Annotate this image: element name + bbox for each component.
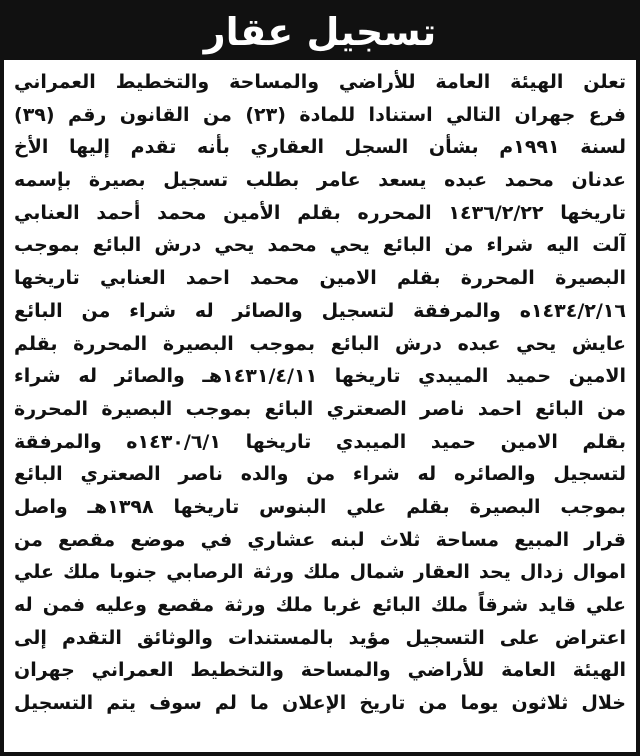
notice-line: عدنان محمد عبده يسعد عامر بطلب تسجيل بصيرة بإسمه [14, 169, 626, 192]
notice-line: بقلم الامين حميد الميبدي تاريخها ١٤٣٠/٦/١ه والمرفقة [14, 430, 626, 453]
notice-line: الامين حميد الميبدي تاريخها ١٤٣١/٤/١١هـ والصائر له شراء [14, 365, 626, 388]
notice-line: قرار المبيع مساحة ثلاث لبنه عشاري في موضع مقصع من [14, 528, 626, 551]
notice-line: لسنة ١٩٩١م بشأن السجل العقاري بأنه تقدم إليها الأخ [14, 136, 626, 159]
notice-title: تسجيل عقار [203, 10, 437, 54]
notice-line: عايش يحي عبده درش البائع بموجب البصيرة المحررة بقلم [14, 332, 626, 355]
notice-body [14, 66, 626, 746]
notice-line: اعتراض على التسجيل مؤيد بالمستندات والوثائق التقدم إلى [14, 626, 626, 649]
notice-line: تاريخها ١٤٣٦/٢/٢٢ المحرره بقلم الأمين محمد أحمد العنابي [14, 201, 626, 224]
notice-line: البصيرة المحررة بقلم الامين محمد احمد العنابي تاريخها [14, 267, 626, 290]
notice-line: آلت اليه شراء من البائع يحي محمد يحي درش البائع بموجب [14, 234, 626, 257]
notice-line: علي قايد شرقاً ملك البائع غربا ملك ورثة مقصع وعليه فمن له [14, 594, 626, 616]
notice-line: ١٤٣٤/٢/١٦ه والمرفقة لتسجيل والصائر له شراء من البائع [14, 299, 626, 322]
notice-line: خلال ثلاثون يوما من تاريخ الإعلان ما لم سوف يتم التسجيل [14, 692, 626, 715]
notice-title-bar [4, 4, 636, 60]
notice-line: تعلن الهيئة العامة للأراضي والمساحة والتخطيط العمراني [14, 71, 626, 93]
notice-line: بموجب البصيرة بقلم علي البنوس تاريخها ١٣٩٨هـ واصل [14, 495, 626, 518]
notice-line: الهيئة العامة للأراضي والمساحة والتخطيط العمراني جهران [14, 659, 626, 682]
notice-line: فرع جهران التالي استنادا للمادة (٢٣) من القانون رقم (٣٩) [14, 103, 626, 126]
notice-line: اموال زدال يحد العقار شمال ملك ورثة الرصابي جنوبا ملك علي [14, 561, 626, 584]
notice-line: من البائع احمد ناصر الصعتري البائع بموجب البصيرة المحررة [14, 397, 626, 420]
notice-line: لتسجيل والصائره له شراء من والده ناصر الصعتري البائع [14, 463, 626, 486]
